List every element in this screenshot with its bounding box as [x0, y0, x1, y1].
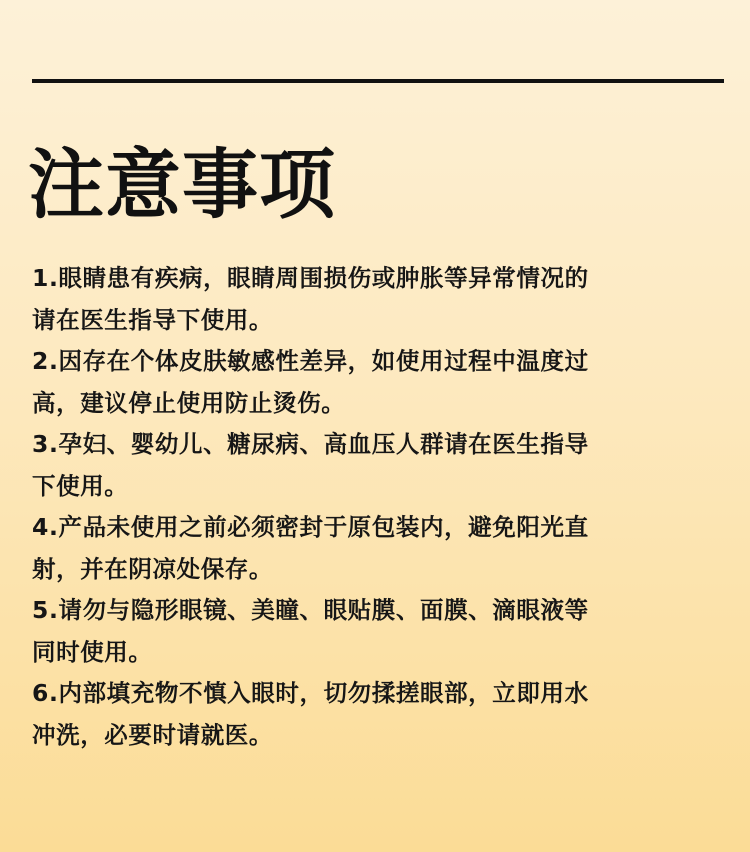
precautions-list [32, 258, 682, 756]
precaution-item [32, 673, 682, 756]
precaution-line: 下使用。 [32, 471, 129, 500]
precaution-line: 6.内部填充物不慎入眼时，切勿揉搓眼部，立即用水 [32, 679, 589, 707]
precaution-line: 2.因存在个体皮肤敏感性差异，如使用过程中温度过 [32, 347, 589, 375]
precaution-line: 高，建议停止使用防止烫伤。 [32, 388, 346, 417]
precaution-line: 4.产品未使用之前必须密封于原包装内，避免阳光直 [32, 513, 589, 541]
precaution-item [32, 341, 682, 424]
top-divider [32, 79, 724, 83]
precaution-item [32, 258, 682, 341]
precaution-item [32, 590, 682, 673]
page-title: 注意事项 [28, 140, 336, 229]
precaution-line: 同时使用。 [32, 637, 153, 666]
precaution-item [32, 424, 682, 507]
precaution-line: 1.眼睛患有疾病，眼睛周围损伤或肿胀等异常情况的 [32, 264, 589, 292]
precaution-line: 3.孕妇、婴幼儿、糖尿病、高血压人群请在医生指导 [32, 430, 589, 458]
precaution-line: 请在医生指导下使用。 [32, 305, 273, 334]
precaution-line: 射，并在阴凉处保存。 [32, 554, 273, 583]
precaution-item [32, 507, 682, 590]
precaution-line: 5.请勿与隐形眼镜、美瞳、眼贴膜、面膜、滴眼液等 [32, 596, 589, 624]
precaution-line: 冲洗，必要时请就医。 [32, 720, 273, 749]
